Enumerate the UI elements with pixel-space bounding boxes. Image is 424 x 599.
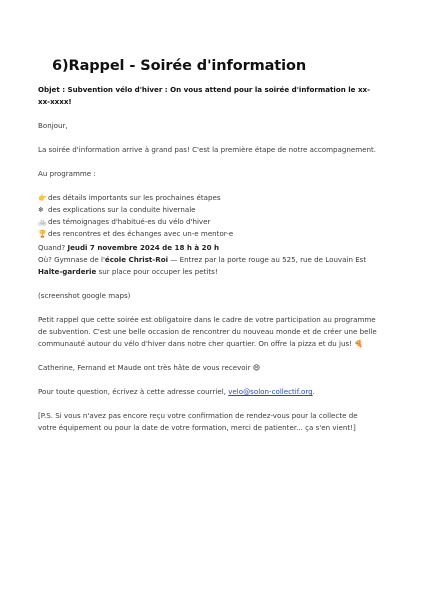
question-end: . [312, 387, 315, 396]
screenshot-note: (screenshot google maps) [38, 291, 131, 300]
page-title: 6)Rappel - Soirée d'information [52, 58, 307, 74]
trophy-icon: 🏆 [38, 230, 47, 238]
program-item [38, 228, 378, 240]
program-item-text: des explications sur la conduite hivernale [48, 205, 196, 214]
program-item-text: des rencontres et des échanges avec un-e mentor-e [48, 229, 234, 238]
pointing-hand-icon: 👉 [38, 194, 47, 202]
where-place: école Christ-Roi [104, 255, 169, 264]
greeting: Bonjour, [38, 121, 68, 130]
email-subject: Objet : Subvention vélo d'hiver : On vous attend pour la soirée d'information le xx-xx-xxxx! [38, 85, 371, 106]
daycare-label: Halte-garderie [38, 267, 97, 276]
program-item [38, 216, 378, 228]
email-body [38, 84, 378, 434]
when-line [38, 242, 378, 254]
bicycle-icon: 🚲 [38, 218, 47, 226]
intro-paragraph: La soirée d'information arrive à grand pas! C'est la première étape de notre accompagnement. [38, 145, 377, 154]
daycare-line [38, 266, 378, 278]
question-line [38, 386, 378, 398]
program-item-text: des témoignages d'habitué-es du vélo d'hiver [48, 217, 211, 226]
when-value: Jeudi 7 novembre 2024 de 18 h à 20 h [67, 243, 220, 252]
program-item [38, 204, 378, 216]
program-item [38, 192, 378, 204]
daycare-rest: sur place pour occuper les petits! [96, 267, 218, 276]
snowflake-icon: ❄ [38, 206, 44, 214]
when-label: Quand? [38, 243, 68, 252]
program-item-text: des détails importants sur les prochaines étapes [48, 193, 221, 202]
email-link[interactable]: velo@solon-collectif.org [228, 387, 313, 396]
program-list [38, 192, 378, 240]
where-rest: — Entrez par la porte rouge au 525, rue de Louvain Est [168, 255, 367, 264]
question-text: Pour toute question, écrivez à cette adresse courriel, [38, 387, 229, 396]
program-heading: Au programme : [38, 169, 96, 178]
where-label: Où? Gymnase de l' [38, 255, 105, 264]
where-line [38, 254, 378, 266]
reminder-paragraph: Petit rappel que cette soirée est obligatoire dans le cadre de votre participation au programme de subvention. C'est une belle occasion de rencontrer du nouveau monde et de créer une belle communauté autour du vélo d'hiver dans notre cher quartier. On offre la pizza et du jus! 🍕 [38, 315, 377, 348]
ps-paragraph: [P.S. Si vous n'avez pas encore reçu votre confirmation de rendez-vous pour la collecte de votre équipement ou pour la date de votre formation, merci de patienter... ça s'en vient!] [38, 411, 358, 432]
signoff-line: Catherine, Fernand et Maude ont très hâte de vous recevoir 😄 [38, 363, 261, 372]
